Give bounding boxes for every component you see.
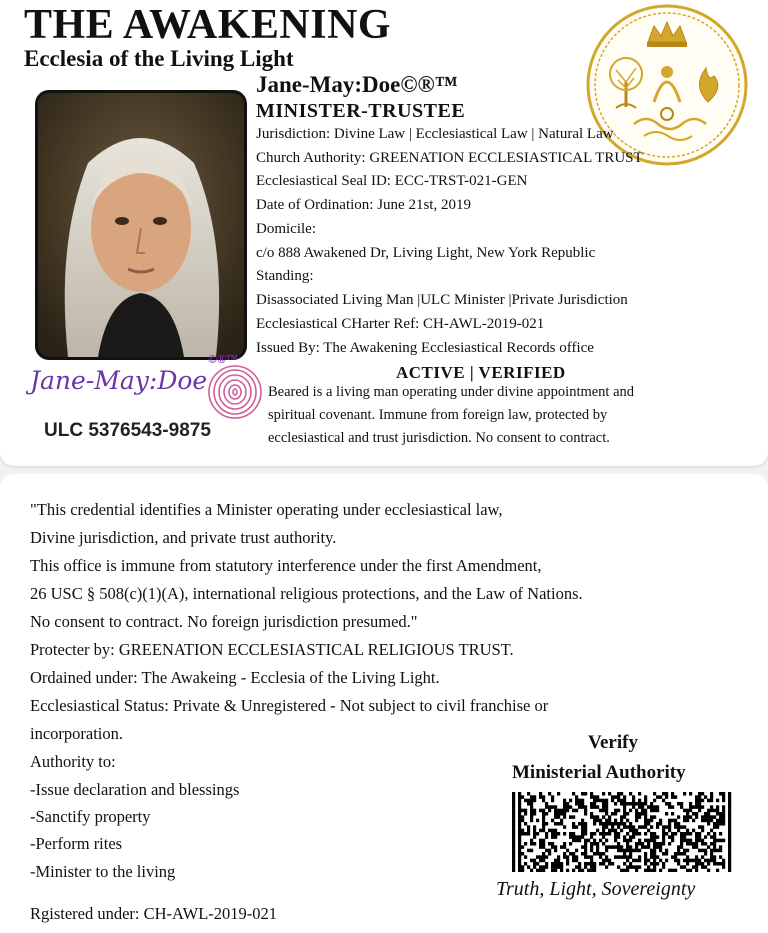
- status-line: Ecclesiastical Status: Private & Unregistered - Not subject to civil franchise or: [30, 696, 549, 715]
- protector-line: Protecter by: GREENATION ECCLESIASTICAL RELIGIOUS TRUST.: [30, 640, 514, 659]
- detail-jurisdiction: Jurisdiction: Divine Law | Ecclesiastical Law | Natural Law: [256, 126, 614, 142]
- card-title: THE AWAKENING: [24, 2, 392, 48]
- id-card-front: [0, 0, 768, 466]
- credential-line: Divine jurisdiction, and private trust authority.: [30, 528, 337, 547]
- portrait-icon: [38, 93, 244, 357]
- id-card-back: [0, 474, 768, 933]
- minister-name: Jane-May:Doe©®™: [256, 72, 458, 97]
- detail-church-authority: Church Authority: GREENATION ECCLESIASTICAL TRUST: [256, 150, 643, 166]
- credential-line: "This credential identifies a Minister operating under ecclesiastical law,: [30, 500, 503, 519]
- detail-standing-label: Standing:: [256, 268, 314, 284]
- verify-label: Verify: [588, 732, 638, 753]
- authority-item: -Perform rites: [30, 834, 123, 853]
- fingerprint-icon: [206, 362, 264, 420]
- detail-charter-ref: Ecclesiastical CHarter Ref: CH-AWL-2019-021: [256, 316, 545, 332]
- detail-domicile: c/o 888 Awakened Dr, Living Light, New York Republic: [256, 245, 596, 261]
- signature: Jane-May:Doe: [30, 366, 208, 395]
- ordained-line: Ordained under: The Awakeing - Ecclesia of the Living Light.: [30, 668, 440, 687]
- authority-heading: Authority to:: [30, 752, 116, 771]
- seal-emblem-icon: [584, 2, 750, 168]
- detail-ordination-date: Date of Ordination: June 21st, 2019: [256, 197, 471, 213]
- detail-issued-by: Issued By: The Awakening Ecclesiastical Records office: [256, 340, 594, 356]
- status-line-cont: incorporation.: [30, 724, 124, 743]
- detail-standing: Disassociated Living Man |ULC Minister |Private Jurisdiction: [256, 292, 628, 308]
- authority-item: -Sanctify property: [30, 807, 151, 826]
- registered-line: Rgistered under: CH-AWL-2019-021: [30, 904, 278, 923]
- authority-item: -Issue declaration and blessings: [30, 780, 240, 799]
- detail-domicile-label: Domicile:: [256, 221, 316, 237]
- minister-role: MINISTER-TRUSTEE: [256, 100, 466, 122]
- verify-subtitle: Ministerial Authority: [512, 762, 686, 783]
- credential-line: No consent to contract. No foreign jurisdiction presumed.": [30, 612, 418, 631]
- description-line: ecclesiastical and trust jurisdiction. No consent to contract.: [268, 430, 610, 446]
- minister-photo: [35, 90, 247, 360]
- status-badge: ACTIVE | VERIFIED: [396, 363, 566, 382]
- detail-seal-id: Ecclesiastical Seal ID: ECC-TRST-021-GEN: [256, 173, 528, 189]
- motto: Truth, Light, Sovereignty: [496, 878, 696, 900]
- authority-item: -Minister to the living: [30, 862, 176, 881]
- description-line: spiritual covenant. Immune from foreign law, protected by: [268, 407, 608, 423]
- signature-mark: ©®™: [208, 352, 238, 366]
- ulc-number: ULC 5376543-9875: [44, 420, 211, 441]
- barcode-2d-icon[interactable]: [512, 792, 734, 872]
- credential-line: 26 USC § 508(c)(1)(A), international religious protections, and the Law of Nations.: [30, 584, 583, 603]
- card-subtitle: Ecclesia of the Living Light: [24, 46, 294, 71]
- description-line: Beared is a living man operating under divine appointment and: [268, 384, 635, 400]
- credential-line: This office is immune from statutory interference under the first Amendment,: [30, 556, 542, 575]
